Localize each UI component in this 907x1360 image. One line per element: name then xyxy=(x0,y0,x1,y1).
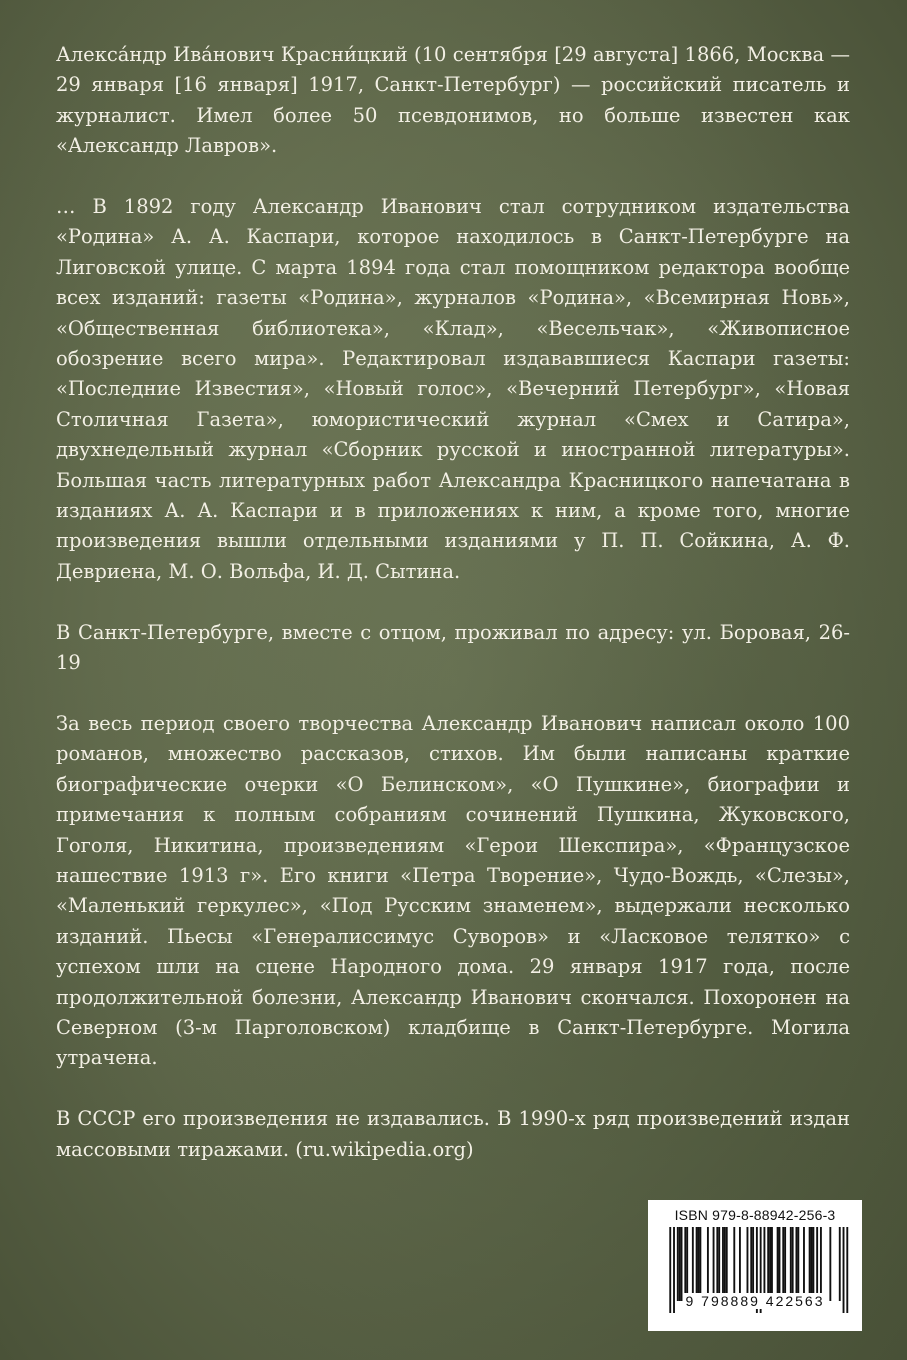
barcode-bar xyxy=(696,1227,698,1301)
barcode-bar xyxy=(739,1227,741,1301)
barcode-bar xyxy=(681,1227,683,1301)
barcode-bar xyxy=(829,1227,831,1301)
barcode-bar xyxy=(803,1227,805,1301)
isbn-barcode xyxy=(648,1200,862,1331)
paragraph-ussr-note: В СССР его произведения не издавались. В 1990-х ряд произведений издан массовыми тиражами. (ru.wikipedia.org) xyxy=(56,1107,850,1161)
barcode-bar xyxy=(769,1227,771,1301)
barcode-bar xyxy=(820,1227,822,1301)
barcode-bar xyxy=(792,1227,794,1301)
barcode-bar xyxy=(763,1227,765,1301)
barcode-bar xyxy=(809,1227,811,1301)
annotation-text xyxy=(56,40,850,1195)
barcode-bar xyxy=(796,1227,798,1301)
barcode-bar xyxy=(713,1227,715,1301)
barcode-bar xyxy=(816,1227,818,1301)
barcode-bar xyxy=(679,1227,681,1301)
barcode-bar xyxy=(692,1227,694,1301)
isbn-label: ISBN 979-8-88942-256-3 xyxy=(674,1207,836,1223)
barcode-bar xyxy=(797,1227,799,1301)
paragraph-publishing-career: … В 1892 году Александр Иванович стал сотрудником издательства «Родина» А. А. Каспари, которое находилось в Санкт-Петербурге на Лиговской улице. С марта 1894 года стал помощником редактора вообще всех изданий: газеты «Родина», журналов «Родина», «Всемирная Новь», «Общественная библиотека», «Клад», «Весельчак», «Живописное обозрение всего мира». Редактировал издававшиеся Каспари газеты: «Последние Известия», «Новый голос», «Вечерний Петербург», «Новая Столичная Газета», юмористический журнал «Смех и Сатира», двухнедельный журнал «Сборник русской и иностранной литературы». Большая часть литературных работ Александра Красницкого напечатана в изданиях А. А. Каспари и в приложениях к ним, а кроме того, многие произведения вышли отдельными изданиями у П. П. Сойкина, А. Ф. Девриена, М. О. Вольфа, И. Д. Сытина. xyxy=(56,195,850,583)
isbn-digits: 9 798889 422563 xyxy=(685,1293,825,1309)
barcode-bar xyxy=(784,1227,786,1301)
barcode-bar xyxy=(767,1227,769,1301)
barcode-bar xyxy=(707,1227,709,1301)
barcode-bar xyxy=(726,1227,728,1301)
barcode-bar xyxy=(790,1227,792,1301)
barcode-bar xyxy=(686,1227,688,1301)
barcode-bar xyxy=(724,1227,726,1301)
barcode-bar xyxy=(812,1227,814,1301)
barcode-bar xyxy=(811,1227,813,1301)
paragraph-address: В Санкт-Петербурге, вместе с отцом, проживал по адресу: ул. Боровая, 26-19 xyxy=(56,620,850,675)
barcode-bar xyxy=(839,1227,841,1301)
barcode-bar xyxy=(677,1227,679,1301)
barcode-bar xyxy=(722,1227,724,1301)
barcode-bar xyxy=(733,1227,735,1301)
paragraph-works: За весь период своего творчества Александр Иванович написал около 100 романов, множество рассказов, стихов. Им были написаны краткие биографические очерки «О Белинском», «О Пушкине», биографии и примечания к полным собраниям сочинений Пушкина, Жуковского, Гоголя, Никитина, произведениям «Герои Шекспира», «Французское нашествие 1913 г». Его книги «Петра Творение», Чудо-Вождь, «Слезы», «Маленький геркулес», «Под Русским знаменем», выдержали несколько изданий. Пьесы «Генералиссимус Суворов» и «Ласковое телятко» с успехом шли на сцене Народного дома. 29 января 1917 года, после продолжительной болезни, Александр Иванович скончался. Похоронен на Северном (3-м Парголовском) кладбище в Санкт-Петербурге. Могила утрачена. xyxy=(56,711,850,1070)
barcode-bar xyxy=(698,1227,700,1301)
barcode-bar xyxy=(777,1227,779,1301)
barcode-bar xyxy=(718,1227,720,1301)
barcode-bar xyxy=(771,1227,773,1301)
barcode-bar xyxy=(779,1227,781,1301)
barcode-bar xyxy=(750,1227,752,1301)
barcode-bar xyxy=(699,1227,701,1301)
barcode-bar xyxy=(752,1227,754,1301)
barcode-bar xyxy=(684,1227,686,1301)
barcode-bar xyxy=(716,1227,718,1301)
barcode-bar xyxy=(747,1227,749,1301)
barcode-bar xyxy=(782,1227,784,1301)
paragraph-biography-intro: Алекса́ндр Ива́нович Красни́цкий (10 сентября [29 августа] 1866, Москва — 29 января [16 января] 1917, Санкт-Петербург) — российский писатель и журналист. Имел более 50 псевдонимов, но больше известен как «Александр Лавров». xyxy=(56,43,850,158)
